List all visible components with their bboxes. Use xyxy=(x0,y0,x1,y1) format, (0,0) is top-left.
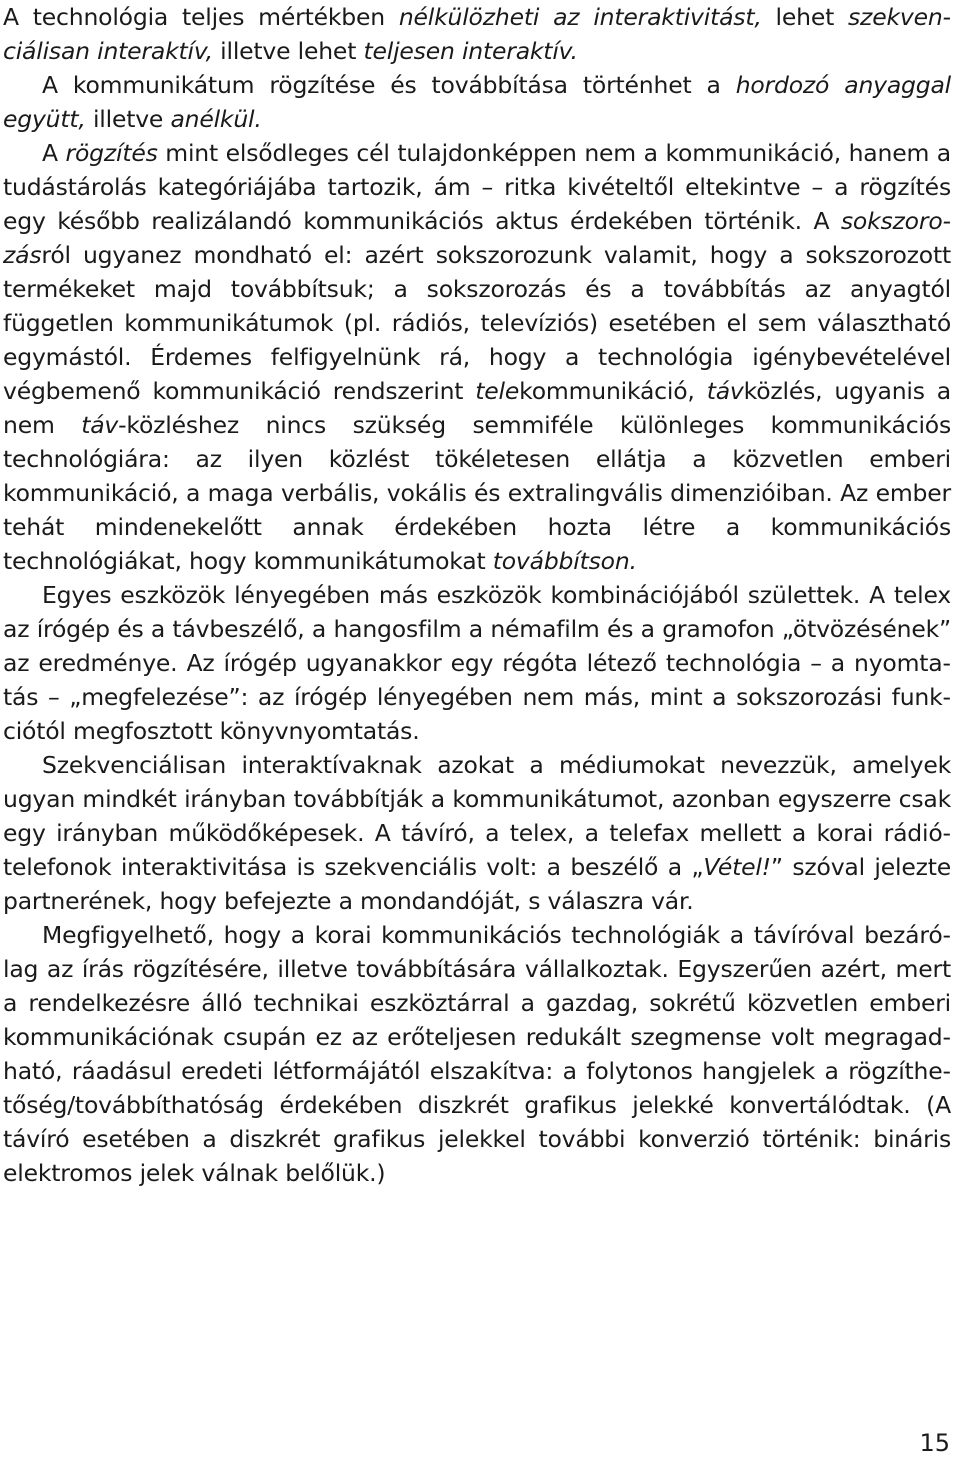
text-run: ról ugyanez mondható el: azért sokszorozunk valamit, hogy a sokszorozott termékeket majd továbbítsuk; a sokszorozás és a továbbítás az anyagtól független kommunikátumok (pl. rádiós, televíziós) esetében el sem választható egymástól. Érdemes felfigyelnünk rá, hogy a technológia igénybevételével végbemenő kommunikáció rendszerint xyxy=(3,241,951,405)
paragraph xyxy=(3,748,951,918)
text-run: -közléshez nincs szükség semmiféle különleges kommunikációs technológiára: az ilyen közlést tökéletesen ellátja a közvetlen emberi kommunikáció, a maga verbális, vokális és extralingvális dimenzióiban. Az ember tehát mindenekelőtt annak érdekében hozta létre a kommunikációs technológiákat, hogy kommunikátumokat xyxy=(3,411,951,575)
italic-text: szekvenciálisan interaktív, xyxy=(3,3,952,65)
text-run: Szekvenciálisan interaktívaknak azokat a médiumokat nevezzük, amelyek ugyan mindkét irányban továbbítják a kommunikátumot, azonban egyszerre csak egy irányban működőképesek. A távíró, a telex, a telefax mellett a korai rádiótelefonok interaktivitása is szekvenciális volt: a beszélő a „ xyxy=(3,751,951,881)
text-run: Megfigyelhető, hogy a korai kommunikációs technológiák a távíróval bezárólag az írás rögzítésére, illetve továbbítására vállalkoztak. Egyszerűen azért, mert a rendelkezésre álló technikai eszköztárral a gazdag, sokrétű közvetlen emberi kommunikációnak csupán ez az erőteljesen redukált szegmense volt megragadható, ráadásul eredeti létformájától elszakítva: a folytonos hangjelek a rögzíthetőség/továbbíthatóság érdekében diszkrét grafikus jelekké konvertálódtak. (A távíró esetében a diszkrét grafikus jelekkel további konverzió történik: bináris elektromos jelek válnak belőlük.) xyxy=(3,921,951,1187)
paragraph xyxy=(3,0,951,68)
text-run: ” szóval jelezte partnerének, hogy befejezte a mondandóját, s válaszra vár. xyxy=(3,853,951,915)
text-run: illetve lehet xyxy=(212,37,364,65)
italic-text: táv xyxy=(706,377,744,405)
paragraph xyxy=(3,136,951,578)
italic-text: tele xyxy=(475,377,520,405)
text-run: A xyxy=(42,139,66,167)
text-run: A technológia teljes mértékben xyxy=(3,3,399,31)
paragraph xyxy=(3,578,951,748)
page-number: 15 xyxy=(919,1429,950,1457)
text-run: Egyes eszközök lényegében más eszközök kombinációjából születtek. A telex az írógép és a távbeszélő, a hangosfilm a némafilm és a gramofon „ötvözésének” az eredménye. Az írógép ugyanakkor egy régóta létező technológia – a nyomtatás – „megfelezése”: az írógép lényegében nem más, mint a sokszorozási funkciótól megfosztott könyvnyomtatás. xyxy=(3,581,951,745)
paragraph xyxy=(3,918,951,1190)
text-run: mint elsődleges cél tulajdonképpen nem a kommunikáció, hanem a tudástárolás kategóriájába tartozik, ám – ritka kivételtől eltekintve – a rögzítés egy később realizálandó kommunikációs aktus érdekében történik. A xyxy=(3,139,951,235)
page-body xyxy=(3,0,951,1190)
paragraph xyxy=(3,68,951,136)
italic-text: továbbítson. xyxy=(492,547,637,575)
text-run: illetve xyxy=(85,105,171,133)
text-run: A kommunikátum rögzítése és továbbítása történhet a xyxy=(42,71,736,99)
italic-text: sokszorozás xyxy=(3,207,951,269)
italic-text: rögzítés xyxy=(65,139,158,167)
italic-text: táv xyxy=(81,411,119,439)
text-run: kommunikáció, xyxy=(519,377,707,405)
italic-text: hordozó anyaggal együtt, xyxy=(3,71,952,133)
text-run: közlés, ugyanis a nem xyxy=(3,377,951,439)
italic-text: Vétel! xyxy=(703,853,771,881)
italic-text: nélkülözheti az interaktivitást, xyxy=(398,3,762,31)
italic-text: anélkül. xyxy=(170,105,262,133)
italic-text: teljesen interaktív. xyxy=(363,37,578,65)
text-run: lehet xyxy=(761,3,849,31)
